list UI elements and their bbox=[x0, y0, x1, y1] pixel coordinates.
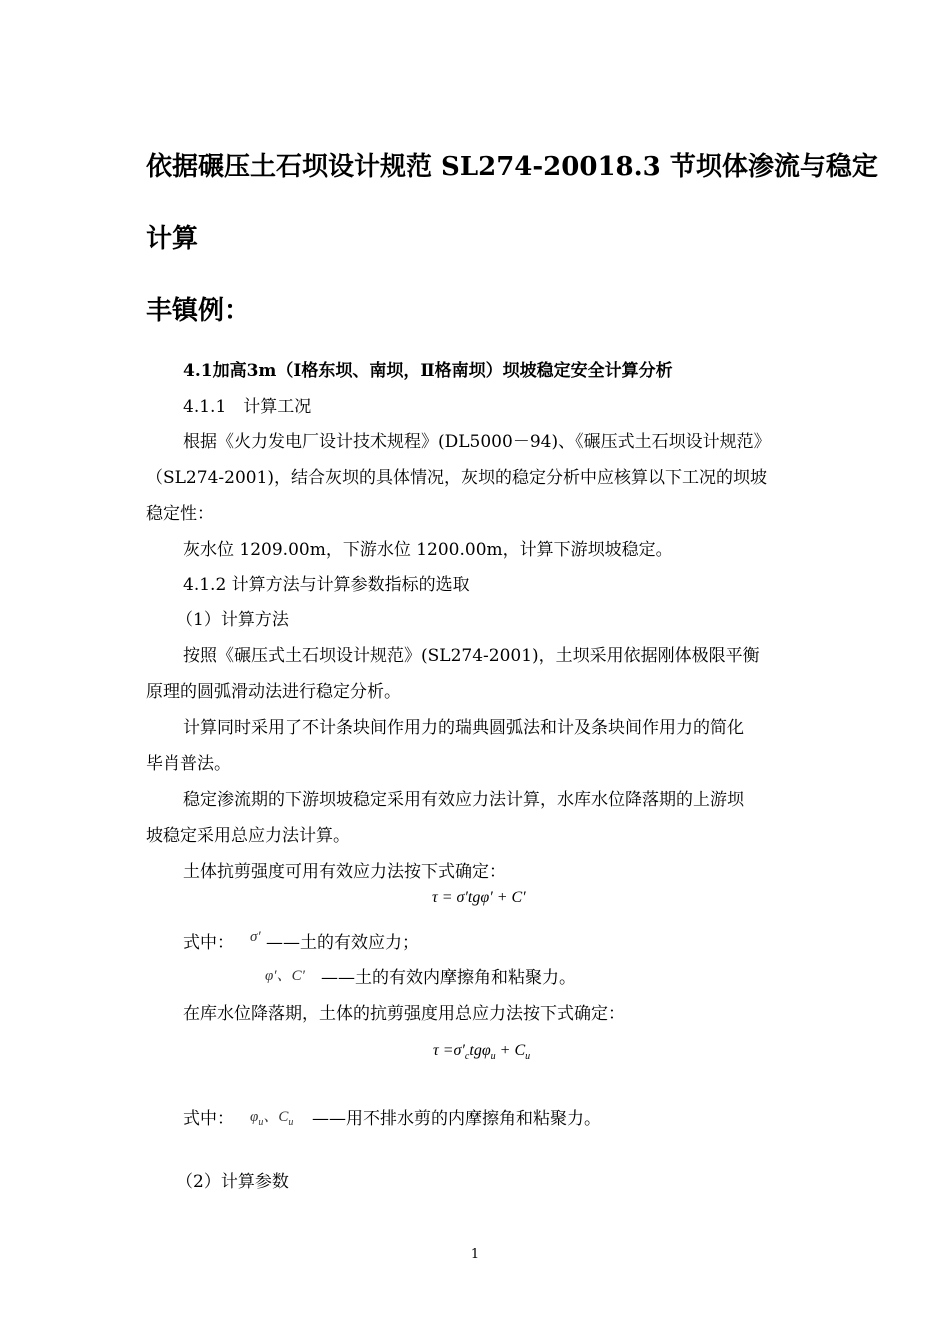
symbol-phi: φ bbox=[250, 1109, 259, 1125]
paragraph-4-1-1: 4.1.1 计算工况 bbox=[183, 397, 312, 417]
paragraph-line: 毕肖普法。 bbox=[146, 754, 231, 774]
paragraph-line: （SL274-2001)，结合灰坝的具体情况，灰坝的稳定分析中应核算以下工况的坝坡 bbox=[146, 468, 768, 488]
title-line-1: 依据碾压土石坝设计规范 SL274-20018.3 节坝体渗流与稳定 bbox=[146, 152, 878, 182]
paragraph-params-heading: （2）计算参数 bbox=[176, 1172, 289, 1192]
formula-subscript: u bbox=[490, 1051, 496, 1062]
symbol-sigma: σ′ bbox=[250, 929, 261, 945]
paragraph-method-heading: （1）计算方法 bbox=[176, 610, 289, 630]
formula-part: + C bbox=[495, 1042, 526, 1059]
formula-subscript: c bbox=[464, 1051, 470, 1062]
symbol-separator: 、 bbox=[263, 1109, 279, 1125]
symbol-phi-c: φ′、C′ bbox=[265, 968, 305, 984]
paragraph-line: 按照《碾压式土石坝设计规范》(SL274-2001)，土坝采用依据刚体极限平衡 bbox=[183, 646, 760, 666]
symbol-subscript: u bbox=[258, 1117, 264, 1128]
formula-part: τ =σ′ bbox=[433, 1042, 465, 1059]
paragraph-line: 在库水位降落期，土体的抗剪强度用总应力法按下式确定： bbox=[183, 1004, 625, 1024]
where-description: ——用不排水剪的内摩擦角和粘聚力。 bbox=[312, 1109, 601, 1129]
where-label: 式中： bbox=[183, 933, 234, 953]
symbol-subscript: u bbox=[288, 1117, 294, 1128]
formula-subscript: u bbox=[525, 1051, 531, 1062]
paragraph-line: 根据《火力发电厂设计技术规程》(DL5000－94)、《碾压式土石坝设计规范》 bbox=[183, 432, 771, 452]
paragraph-4-1-2: 4.1.2 计算方法与计算参数指标的选取 bbox=[183, 575, 470, 595]
paragraph-line: 稳定渗流期的下游坝坡稳定采用有效应力法计算，水库水位降落期的上游坝 bbox=[183, 790, 744, 810]
formula-total-stress bbox=[433, 1042, 530, 1062]
formula-effective-stress: τ = σ′tgφ′ + C′ bbox=[432, 889, 526, 906]
title-line-2: 计算 bbox=[146, 224, 199, 254]
formula-part: tgφ bbox=[469, 1042, 491, 1059]
paragraph-line: 土体抗剪强度可用有效应力法按下式确定： bbox=[183, 862, 506, 882]
section-heading: 4.1加高3m（Ⅰ格东坝、南坝，Ⅱ格南坝）坝坡稳定安全计算分析 bbox=[183, 361, 673, 381]
where-description: ——土的有效应力； bbox=[266, 933, 419, 953]
paragraph-line: 原理的圆弧滑动法进行稳定分析。 bbox=[146, 682, 401, 702]
symbol-c: C bbox=[278, 1109, 289, 1125]
page-number: 1 bbox=[470, 1247, 480, 1262]
paragraph-line: 坡稳定采用总应力法计算。 bbox=[146, 826, 350, 846]
where-description: ——土的有效内摩擦角和粘聚力。 bbox=[321, 968, 576, 988]
paragraph-line: 稳定性： bbox=[146, 504, 214, 524]
where-label: 式中： bbox=[183, 1109, 234, 1129]
paragraph-line: 计算同时采用了不计条块间作用力的瑞典圆弧法和计及条块间作用力的简化 bbox=[183, 718, 744, 738]
symbol-phi-u-c-u bbox=[250, 1105, 293, 1128]
title-line-3: 丰镇例： bbox=[146, 296, 251, 326]
paragraph-line: 灰水位 1209.00m，下游水位 1200.00m，计算下游坝坡稳定。 bbox=[183, 540, 673, 560]
